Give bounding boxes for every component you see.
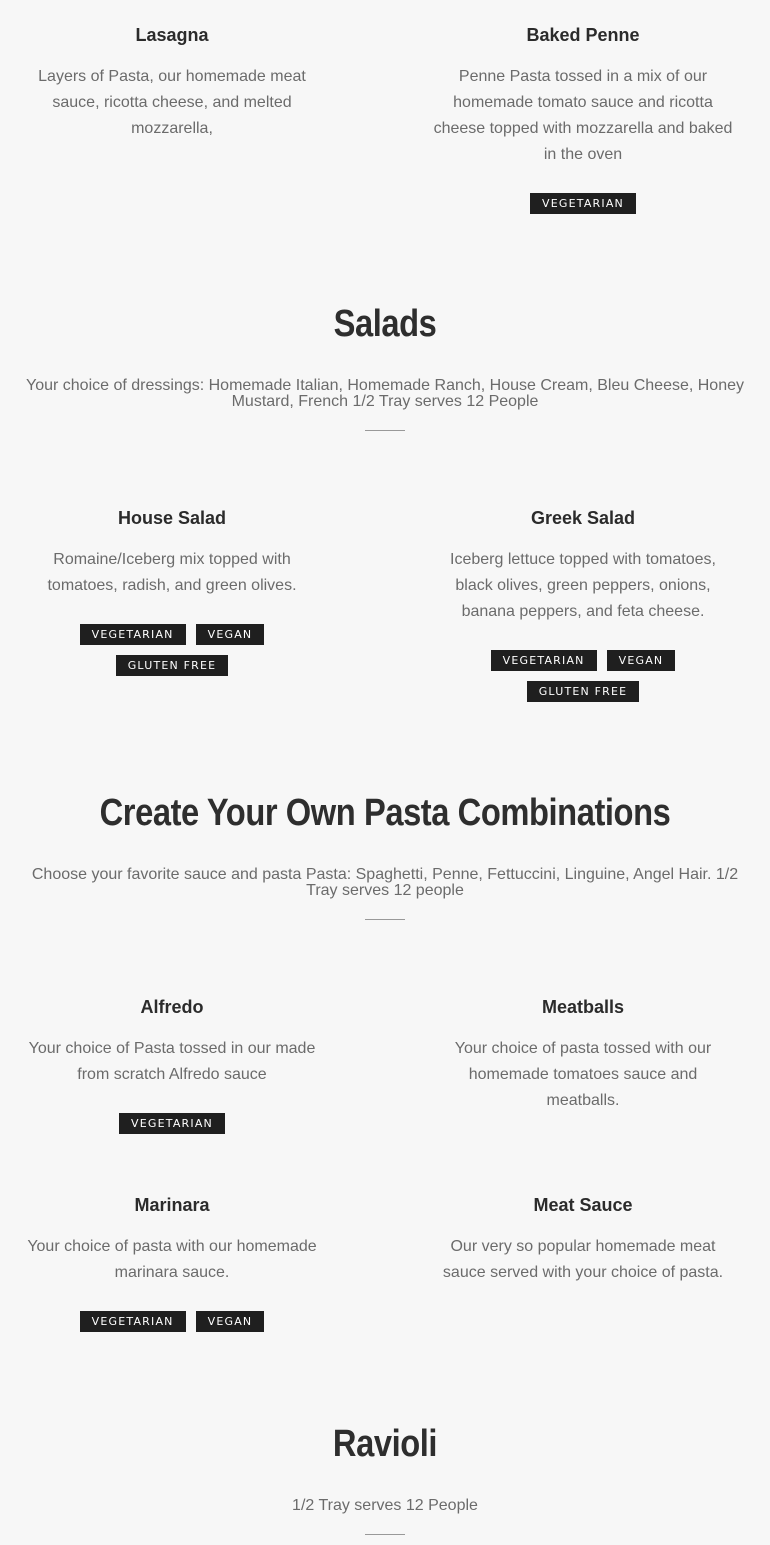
section-description: Your choice of dressings: Homemade Italian, Homemade Ranch, House Cream, Bleu Cheese, Honey Mustard, French 1/2 Tray serves 12 People — [26, 377, 744, 410]
section-title: Ravioli — [332, 1423, 438, 1465]
item-description: Your choice of Pasta tossed in our made from scratch Alfredo sauce — [28, 1040, 316, 1083]
item-description: Romaine/Iceberg mix topped with tomatoes, radish, and green olives. — [47, 551, 297, 594]
item-description: Our very so popular homemade meat sauce served with your choice of pasta. — [442, 1238, 724, 1281]
section-description: Choose your favorite sauce and pasta Pasta: Spaghetti, Penne, Fettuccini, Linguine, Angel Hair. 1/2 Tray serves 12 people — [31, 866, 739, 899]
item-name: Greek Salad — [530, 508, 636, 528]
section-salads — [0, 302, 770, 431]
dietary-tags — [453, 650, 713, 702]
item-description: Your choice of pasta with our homemade marinara sauce. — [27, 1238, 317, 1281]
menu-item-meat-sauce — [423, 1194, 743, 1286]
section-divider — [365, 1534, 405, 1535]
section-pasta-combinations — [0, 791, 770, 920]
menu-item-greek-salad — [423, 507, 743, 702]
menu-item-baked-penne — [423, 24, 743, 214]
item-description: Iceberg lettuce topped with tomatoes, black olives, green peppers, onions, banana peppers, and feta cheese. — [450, 551, 716, 620]
section-title: Salads — [333, 303, 437, 345]
item-name: Alfredo — [140, 997, 204, 1017]
item-name: Baked Penne — [526, 25, 640, 45]
dietary-tags — [42, 1113, 302, 1134]
menu-item-meatballs — [423, 996, 743, 1114]
item-name: Lasagna — [135, 25, 209, 45]
section-ravioli — [0, 1422, 770, 1535]
item-name: Meatballs — [541, 997, 625, 1017]
section-description: 1/2 Tray serves 12 People — [292, 1497, 478, 1514]
item-name: House Salad — [117, 508, 227, 528]
tag-vegetarian: VEGETARIAN — [530, 193, 636, 214]
tag-gluten-free: GLUTEN FREE — [116, 655, 229, 676]
menu-item-marinara — [12, 1194, 332, 1332]
dietary-tags — [42, 1311, 302, 1332]
section-title: Create Your Own Pasta Combinations — [99, 792, 671, 834]
menu-item-lasagna — [12, 24, 332, 142]
tag-vegan: VEGAN — [196, 1311, 265, 1332]
tag-vegetarian: VEGETARIAN — [119, 1113, 225, 1134]
tag-vegetarian: VEGETARIAN — [80, 1311, 186, 1332]
dietary-tags — [42, 624, 302, 676]
item-description: Your choice of pasta tossed with our homemade tomatoes sauce and meatballs. — [454, 1040, 712, 1109]
menu-item-alfredo — [12, 996, 332, 1134]
tag-vegan: VEGAN — [196, 624, 265, 645]
tag-vegetarian: VEGETARIAN — [80, 624, 186, 645]
dietary-tags — [453, 193, 713, 214]
section-divider — [365, 430, 405, 431]
item-name: Meat Sauce — [533, 1195, 633, 1215]
tag-vegan: VEGAN — [607, 650, 676, 671]
menu-item-house-salad — [12, 507, 332, 676]
item-description: Penne Pasta tossed in a mix of our homemade tomato sauce and ricotta cheese topped with mozzarella and baked in the oven — [433, 68, 733, 163]
tag-vegetarian: VEGETARIAN — [491, 650, 597, 671]
item-description: Layers of Pasta, our homemade meat sauce, ricotta cheese, and melted mozzarella, — [38, 68, 306, 137]
tag-gluten-free: GLUTEN FREE — [527, 681, 640, 702]
section-divider — [365, 919, 405, 920]
item-name: Marinara — [134, 1195, 210, 1215]
